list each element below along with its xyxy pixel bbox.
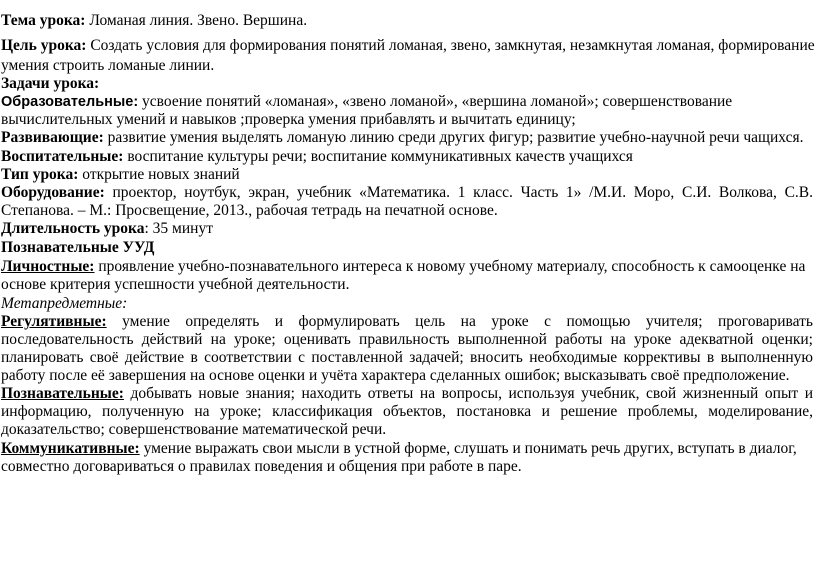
developing-line (1, 128, 803, 147)
educational-line-1 (1, 92, 732, 112)
personal-line-2 (1, 275, 349, 294)
upbringing-value: воспитание культуры речи; воспитание коммуникативных качеств учащихся (123, 148, 633, 165)
regulatory-value-4: работу после её завершения на основе оценки и учёта характера сделанных ошибок; высказывать своё предположение. (1, 367, 790, 384)
goal-label: Цель урока: (1, 37, 87, 54)
goal-line-1 (1, 36, 815, 55)
topic-value: Ломаная линия. Звено. Вершина. (85, 12, 308, 29)
type-label: Тип урока: (1, 166, 79, 183)
cognitive-value-2: информацию, полученную на уроке; классификация объектов, постановка и решение проблемы, моделирование, (1, 403, 813, 420)
educational-value-2: вычислительных умений и навыков ;проверка умения прибавлять и вычитать единицу; (1, 111, 576, 128)
goal-line-2 (1, 56, 214, 75)
topic-label: Тема урока: (1, 12, 86, 29)
equipment-value-1: проектор, ноутбук, экран, учебник «Математика. 1 класс. Часть 1» /М.И. Моро, С.И. Волкова, С.В. (104, 184, 813, 201)
communicative-label: Коммуникативные: (1, 440, 140, 457)
cognitive-line-2 (1, 402, 813, 421)
regulatory-value-1: умение определять и формулировать цель на уроке с помощью учителя; проговаривать (106, 313, 813, 330)
regulatory-value-2: последовательность действий на уроке; оценивать правильность выполненной работы на уроке адекватной оценки; (1, 331, 813, 348)
cognitive-label: Познавательные: (1, 385, 124, 402)
equipment-value-2: Степанова. – М.: Просвещение, 2013., рабочая тетрадь на печатной основе. (1, 202, 498, 219)
tasks-heading: Задачи урока: (1, 75, 100, 92)
regulatory-value-3: планировать своё действие в соответствии с поставленной задачей; вносить необходимые коррективы в выполненную (1, 349, 813, 366)
goal-value-1: Создать условия для формирования понятий ломаная, звено, замкнутая, незамкнутая ломаная, формирование (86, 37, 815, 54)
regulatory-line-1 (1, 312, 813, 331)
upbringing-line (1, 147, 633, 166)
personal-line-1 (1, 257, 805, 276)
goal-value-2: умения строить ломаные линии. (1, 57, 215, 74)
educational-value-1: усвоение понятий «ломаная», «звено ломаной», «вершина ломаной»; совершенствование (138, 93, 733, 110)
communicative-value-1: умение выражать свои мысли в устной форме, слушать и понимать речь других, вступать в диалог, (139, 440, 797, 457)
type-line (1, 165, 240, 184)
personal-label: Личностные: (1, 258, 95, 275)
regulatory-line-4 (1, 366, 790, 385)
duration-value: : 35 минут (144, 220, 213, 237)
duration-line (1, 219, 213, 238)
educational-label: Образовательные: (1, 94, 139, 110)
cognitive-value-3: доказательство; совершенствование математической речи. (1, 421, 387, 438)
topic-line (1, 11, 307, 30)
cognitive-value-1: добывать новые знания; находить ответы на вопросы, используя учебник, свой жизненный опыт и (123, 385, 813, 402)
communicative-line-2 (1, 457, 522, 476)
cognitive-line-3 (1, 420, 386, 439)
regulatory-label: Регулятивные: (1, 313, 107, 330)
personal-value-1: проявление учебно-познавательного интереса к новому учебному материалу, способность к самооценке на (94, 258, 806, 275)
equipment-line-1 (1, 183, 813, 202)
educational-line-2 (1, 110, 576, 129)
duration-label: Длительность урока (1, 220, 145, 237)
type-value: открытие новых знаний (78, 166, 240, 183)
personal-value-2: основе критерия успешности учебной деятельности. (1, 276, 350, 293)
uud-heading: Познавательные УУД (1, 239, 155, 256)
communicative-value-2: совместно договариваться о правилах поведения и общения при работе в паре. (1, 458, 522, 475)
developing-label: Развивающие: (1, 129, 104, 146)
cognitive-line-1 (1, 384, 813, 403)
regulatory-line-2 (1, 330, 813, 349)
metasubject-heading: Метапредметные: (1, 295, 128, 312)
developing-value: развитие умения выделять ломаную линию среди других фигур; развитие учебно-научной речи чащихся. (103, 129, 804, 146)
equipment-label: Оборудование: (1, 184, 105, 201)
equipment-line-2 (1, 201, 498, 220)
upbringing-label: Воспитательные: (1, 148, 124, 165)
communicative-line-1 (1, 439, 797, 458)
regulatory-line-3 (1, 348, 813, 367)
